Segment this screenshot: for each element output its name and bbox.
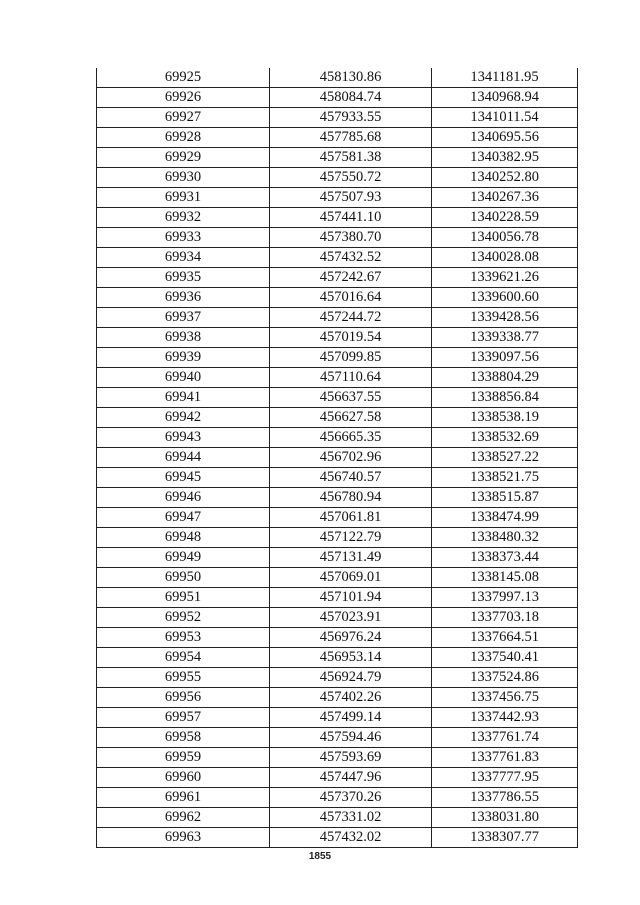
x-coordinate-cell: 456924.79 xyxy=(270,668,432,688)
table-row xyxy=(97,388,578,408)
y-coordinate-cell: 1338145.08 xyxy=(432,568,578,588)
point-id-cell: 69958 xyxy=(97,728,270,748)
y-coordinate-cell: 1338307.77 xyxy=(432,828,578,848)
point-id-cell: 69941 xyxy=(97,388,270,408)
point-id-cell: 69937 xyxy=(97,308,270,328)
point-id-cell: 69930 xyxy=(97,168,270,188)
y-coordinate-cell: 1337761.74 xyxy=(432,728,578,748)
x-coordinate-cell: 457122.79 xyxy=(270,528,432,548)
point-id-cell: 69936 xyxy=(97,288,270,308)
x-coordinate-cell: 456976.24 xyxy=(270,628,432,648)
x-coordinate-cell: 456740.57 xyxy=(270,468,432,488)
table-row xyxy=(97,228,578,248)
y-coordinate-cell: 1337703.18 xyxy=(432,608,578,628)
table-row xyxy=(97,188,578,208)
table-row xyxy=(97,628,578,648)
x-coordinate-cell: 457380.70 xyxy=(270,228,432,248)
y-coordinate-cell: 1338527.22 xyxy=(432,448,578,468)
x-coordinate-cell: 456780.94 xyxy=(270,488,432,508)
point-id-cell: 69960 xyxy=(97,768,270,788)
x-coordinate-cell: 457499.14 xyxy=(270,708,432,728)
y-coordinate-cell: 1337777.95 xyxy=(432,768,578,788)
table-row xyxy=(97,708,578,728)
y-coordinate-cell: 1338532.69 xyxy=(432,428,578,448)
point-id-cell: 69928 xyxy=(97,128,270,148)
y-coordinate-cell: 1337664.51 xyxy=(432,628,578,648)
y-coordinate-cell: 1340028.08 xyxy=(432,248,578,268)
table-row xyxy=(97,268,578,288)
page-number: 1855 xyxy=(308,851,332,862)
y-coordinate-cell: 1340968.94 xyxy=(432,88,578,108)
x-coordinate-cell: 457023.91 xyxy=(270,608,432,628)
point-id-cell: 69939 xyxy=(97,348,270,368)
table-row xyxy=(97,748,578,768)
table-row xyxy=(97,208,578,228)
table-row xyxy=(97,428,578,448)
x-coordinate-cell: 457069.01 xyxy=(270,568,432,588)
point-id-cell: 69938 xyxy=(97,328,270,348)
table-row xyxy=(97,248,578,268)
point-id-cell: 69948 xyxy=(97,528,270,548)
table-row xyxy=(97,348,578,368)
x-coordinate-cell: 457581.38 xyxy=(270,148,432,168)
point-id-cell: 69949 xyxy=(97,548,270,568)
table-row xyxy=(97,648,578,668)
y-coordinate-cell: 1341181.95 xyxy=(432,68,578,88)
table-row xyxy=(97,128,578,148)
point-id-cell: 69932 xyxy=(97,208,270,228)
table-row xyxy=(97,588,578,608)
point-id-cell: 69950 xyxy=(97,568,270,588)
point-id-cell: 69954 xyxy=(97,648,270,668)
point-id-cell: 69957 xyxy=(97,708,270,728)
point-id-cell: 69956 xyxy=(97,688,270,708)
table-row xyxy=(97,108,578,128)
x-coordinate-cell: 457110.64 xyxy=(270,368,432,388)
x-coordinate-cell: 457061.81 xyxy=(270,508,432,528)
point-id-cell: 69963 xyxy=(97,828,270,848)
y-coordinate-cell: 1340228.59 xyxy=(432,208,578,228)
table-row xyxy=(97,688,578,708)
table-row xyxy=(97,368,578,388)
y-coordinate-cell: 1338373.44 xyxy=(432,548,578,568)
y-coordinate-cell: 1337524.86 xyxy=(432,668,578,688)
point-id-cell: 69935 xyxy=(97,268,270,288)
x-coordinate-cell: 457432.02 xyxy=(270,828,432,848)
y-coordinate-cell: 1337456.75 xyxy=(432,688,578,708)
y-coordinate-cell: 1338474.99 xyxy=(432,508,578,528)
table-row xyxy=(97,288,578,308)
table-row xyxy=(97,608,578,628)
x-coordinate-cell: 457016.64 xyxy=(270,288,432,308)
point-id-cell: 69961 xyxy=(97,788,270,808)
y-coordinate-cell: 1338538.19 xyxy=(432,408,578,428)
coordinate-table xyxy=(96,68,578,848)
table-row xyxy=(97,168,578,188)
point-id-cell: 69959 xyxy=(97,748,270,768)
y-coordinate-cell: 1337442.93 xyxy=(432,708,578,728)
point-id-cell: 69946 xyxy=(97,488,270,508)
y-coordinate-cell: 1338804.29 xyxy=(432,368,578,388)
table-row xyxy=(97,568,578,588)
x-coordinate-cell: 457785.68 xyxy=(270,128,432,148)
x-coordinate-cell: 457550.72 xyxy=(270,168,432,188)
table-row xyxy=(97,88,578,108)
y-coordinate-cell: 1338031.80 xyxy=(432,808,578,828)
y-coordinate-cell: 1341011.54 xyxy=(432,108,578,128)
point-id-cell: 69933 xyxy=(97,228,270,248)
point-id-cell: 69944 xyxy=(97,448,270,468)
table-row xyxy=(97,408,578,428)
point-id-cell: 69955 xyxy=(97,668,270,688)
table-row xyxy=(97,528,578,548)
table-row xyxy=(97,768,578,788)
x-coordinate-cell: 457242.67 xyxy=(270,268,432,288)
point-id-cell: 69940 xyxy=(97,368,270,388)
x-coordinate-cell: 457933.55 xyxy=(270,108,432,128)
y-coordinate-cell: 1337761.83 xyxy=(432,748,578,768)
x-coordinate-cell: 457594.46 xyxy=(270,728,432,748)
point-id-cell: 69927 xyxy=(97,108,270,128)
x-coordinate-cell: 457019.54 xyxy=(270,328,432,348)
point-id-cell: 69962 xyxy=(97,808,270,828)
point-id-cell: 69943 xyxy=(97,428,270,448)
table-row xyxy=(97,468,578,488)
y-coordinate-cell: 1339600.60 xyxy=(432,288,578,308)
y-coordinate-cell: 1339621.26 xyxy=(432,268,578,288)
table-row xyxy=(97,448,578,468)
y-coordinate-cell: 1340695.56 xyxy=(432,128,578,148)
point-id-cell: 69929 xyxy=(97,148,270,168)
point-id-cell: 69945 xyxy=(97,468,270,488)
x-coordinate-cell: 457441.10 xyxy=(270,208,432,228)
x-coordinate-cell: 457099.85 xyxy=(270,348,432,368)
x-coordinate-cell: 456665.35 xyxy=(270,428,432,448)
x-coordinate-cell: 458130.86 xyxy=(270,68,432,88)
y-coordinate-cell: 1339097.56 xyxy=(432,348,578,368)
table-body xyxy=(97,68,578,848)
x-coordinate-cell: 456637.55 xyxy=(270,388,432,408)
y-coordinate-cell: 1340382.95 xyxy=(432,148,578,168)
point-id-cell: 69934 xyxy=(97,248,270,268)
x-coordinate-cell: 458084.74 xyxy=(270,88,432,108)
table-row xyxy=(97,828,578,848)
table-row xyxy=(97,728,578,748)
x-coordinate-cell: 457593.69 xyxy=(270,748,432,768)
table-row xyxy=(97,668,578,688)
x-coordinate-cell: 457447.96 xyxy=(270,768,432,788)
table-row xyxy=(97,548,578,568)
x-coordinate-cell: 457370.26 xyxy=(270,788,432,808)
y-coordinate-cell: 1339428.56 xyxy=(432,308,578,328)
x-coordinate-cell: 456702.96 xyxy=(270,448,432,468)
y-coordinate-cell: 1338521.75 xyxy=(432,468,578,488)
y-coordinate-cell: 1338856.84 xyxy=(432,388,578,408)
point-id-cell: 69947 xyxy=(97,508,270,528)
x-coordinate-cell: 456627.58 xyxy=(270,408,432,428)
y-coordinate-cell: 1337786.55 xyxy=(432,788,578,808)
point-id-cell: 69942 xyxy=(97,408,270,428)
table-row xyxy=(97,488,578,508)
table-row xyxy=(97,328,578,348)
y-coordinate-cell: 1340267.36 xyxy=(432,188,578,208)
table-row xyxy=(97,808,578,828)
y-coordinate-cell: 1337997.13 xyxy=(432,588,578,608)
y-coordinate-cell: 1338480.32 xyxy=(432,528,578,548)
table-row xyxy=(97,148,578,168)
x-coordinate-cell: 457507.93 xyxy=(270,188,432,208)
table-row xyxy=(97,508,578,528)
y-coordinate-cell: 1337540.41 xyxy=(432,648,578,668)
x-coordinate-cell: 456953.14 xyxy=(270,648,432,668)
x-coordinate-cell: 457402.26 xyxy=(270,688,432,708)
y-coordinate-cell: 1338515.87 xyxy=(432,488,578,508)
table-row xyxy=(97,68,578,88)
point-id-cell: 69925 xyxy=(97,68,270,88)
x-coordinate-cell: 457331.02 xyxy=(270,808,432,828)
table-row xyxy=(97,308,578,328)
y-coordinate-cell: 1340056.78 xyxy=(432,228,578,248)
y-coordinate-cell: 1340252.80 xyxy=(432,168,578,188)
point-id-cell: 69926 xyxy=(97,88,270,108)
point-id-cell: 69953 xyxy=(97,628,270,648)
x-coordinate-cell: 457131.49 xyxy=(270,548,432,568)
x-coordinate-cell: 457432.52 xyxy=(270,248,432,268)
point-id-cell: 69951 xyxy=(97,588,270,608)
table-row xyxy=(97,788,578,808)
x-coordinate-cell: 457101.94 xyxy=(270,588,432,608)
x-coordinate-cell: 457244.72 xyxy=(270,308,432,328)
point-id-cell: 69931 xyxy=(97,188,270,208)
y-coordinate-cell: 1339338.77 xyxy=(432,328,578,348)
point-id-cell: 69952 xyxy=(97,608,270,628)
